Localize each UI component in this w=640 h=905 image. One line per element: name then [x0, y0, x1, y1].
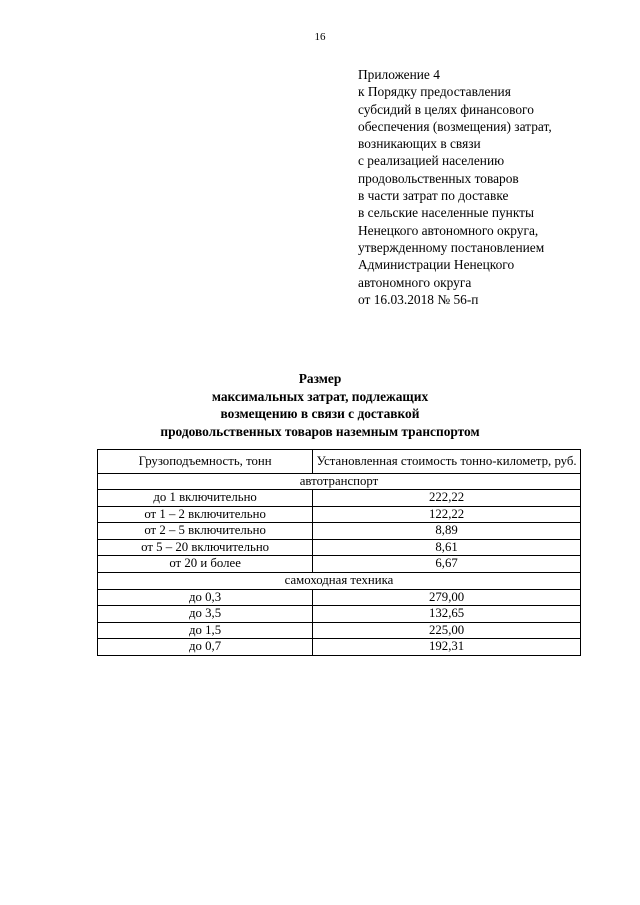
cost-cell: 122,22: [313, 506, 581, 523]
section-row: [98, 573, 581, 590]
table-header-row: [98, 450, 581, 474]
appendix-line: в сельские населенные пункты: [358, 205, 535, 221]
title-line: Размер: [298, 371, 342, 386]
title-line: максимальных затрат, подлежащих: [211, 388, 429, 404]
cost-cell: 222,22: [313, 490, 581, 507]
section-title: автотранспорт: [98, 473, 581, 490]
appendix-header: [358, 66, 628, 308]
capacity-cell: от 1 – 2 включительно: [98, 506, 313, 523]
appendix-line: с реализацией населению: [358, 153, 505, 169]
section-title: самоходная техника: [98, 573, 581, 590]
capacity-cell: до 0,3: [98, 589, 313, 606]
title-line: продовольственных товаров наземным транспортом: [160, 423, 480, 439]
section-row: [98, 473, 581, 490]
capacity-cell: от 20 и более: [98, 556, 313, 573]
capacity-cell: от 2 – 5 включительно: [98, 523, 313, 540]
table-row: [98, 622, 581, 639]
capacity-cell: до 3,5: [98, 606, 313, 623]
table-row: [98, 606, 581, 623]
appendix-line: обеспечения (возмещения) затрат,: [358, 118, 552, 134]
table-row: [98, 490, 581, 507]
cost-cell: 279,00: [313, 589, 581, 606]
table-row: [98, 556, 581, 573]
cost-cell: 8,89: [313, 523, 581, 540]
appendix-line: продовольственных товаров: [358, 170, 519, 186]
appendix-line: к Порядку предоставления: [358, 84, 511, 100]
appendix-line: утвержденному постановлением: [358, 239, 545, 255]
appendix-line: автономного округа: [358, 274, 472, 290]
appendix-line: возникающих в связи: [358, 136, 481, 152]
appendix-line: от 16.03.2018 № 56-п: [358, 291, 479, 307]
table-row: [98, 523, 581, 540]
capacity-cell: от 5 – 20 включительно: [98, 539, 313, 556]
document-title: [0, 370, 640, 440]
table-row: [98, 506, 581, 523]
header-cost: Установленная стоимость тонно-километр, руб.: [313, 450, 581, 474]
cost-cell: 192,31: [313, 639, 581, 656]
page-number: 16: [314, 31, 326, 43]
table-row: [98, 539, 581, 556]
capacity-cell: до 1 включительно: [98, 490, 313, 507]
appendix-line: Приложение 4: [358, 67, 440, 82]
rates-table: [97, 449, 581, 656]
capacity-cell: до 1,5: [98, 622, 313, 639]
appendix-line: в части затрат по доставке: [358, 188, 509, 204]
cost-cell: 132,65: [313, 606, 581, 623]
cost-cell: 6,67: [313, 556, 581, 573]
header-capacity: Грузоподъемность, тонн: [98, 450, 313, 474]
cost-cell: 225,00: [313, 622, 581, 639]
appendix-line: субсидий в целях финансового: [358, 101, 534, 117]
title-line: возмещению в связи с доставкой: [220, 406, 420, 421]
table-row: [98, 589, 581, 606]
appendix-line: Ненецкого автономного округа,: [358, 222, 539, 238]
table-row: [98, 639, 581, 656]
appendix-line: Администрации Ненецкого: [358, 257, 515, 273]
cost-cell: 8,61: [313, 539, 581, 556]
capacity-cell: до 0,7: [98, 639, 313, 656]
